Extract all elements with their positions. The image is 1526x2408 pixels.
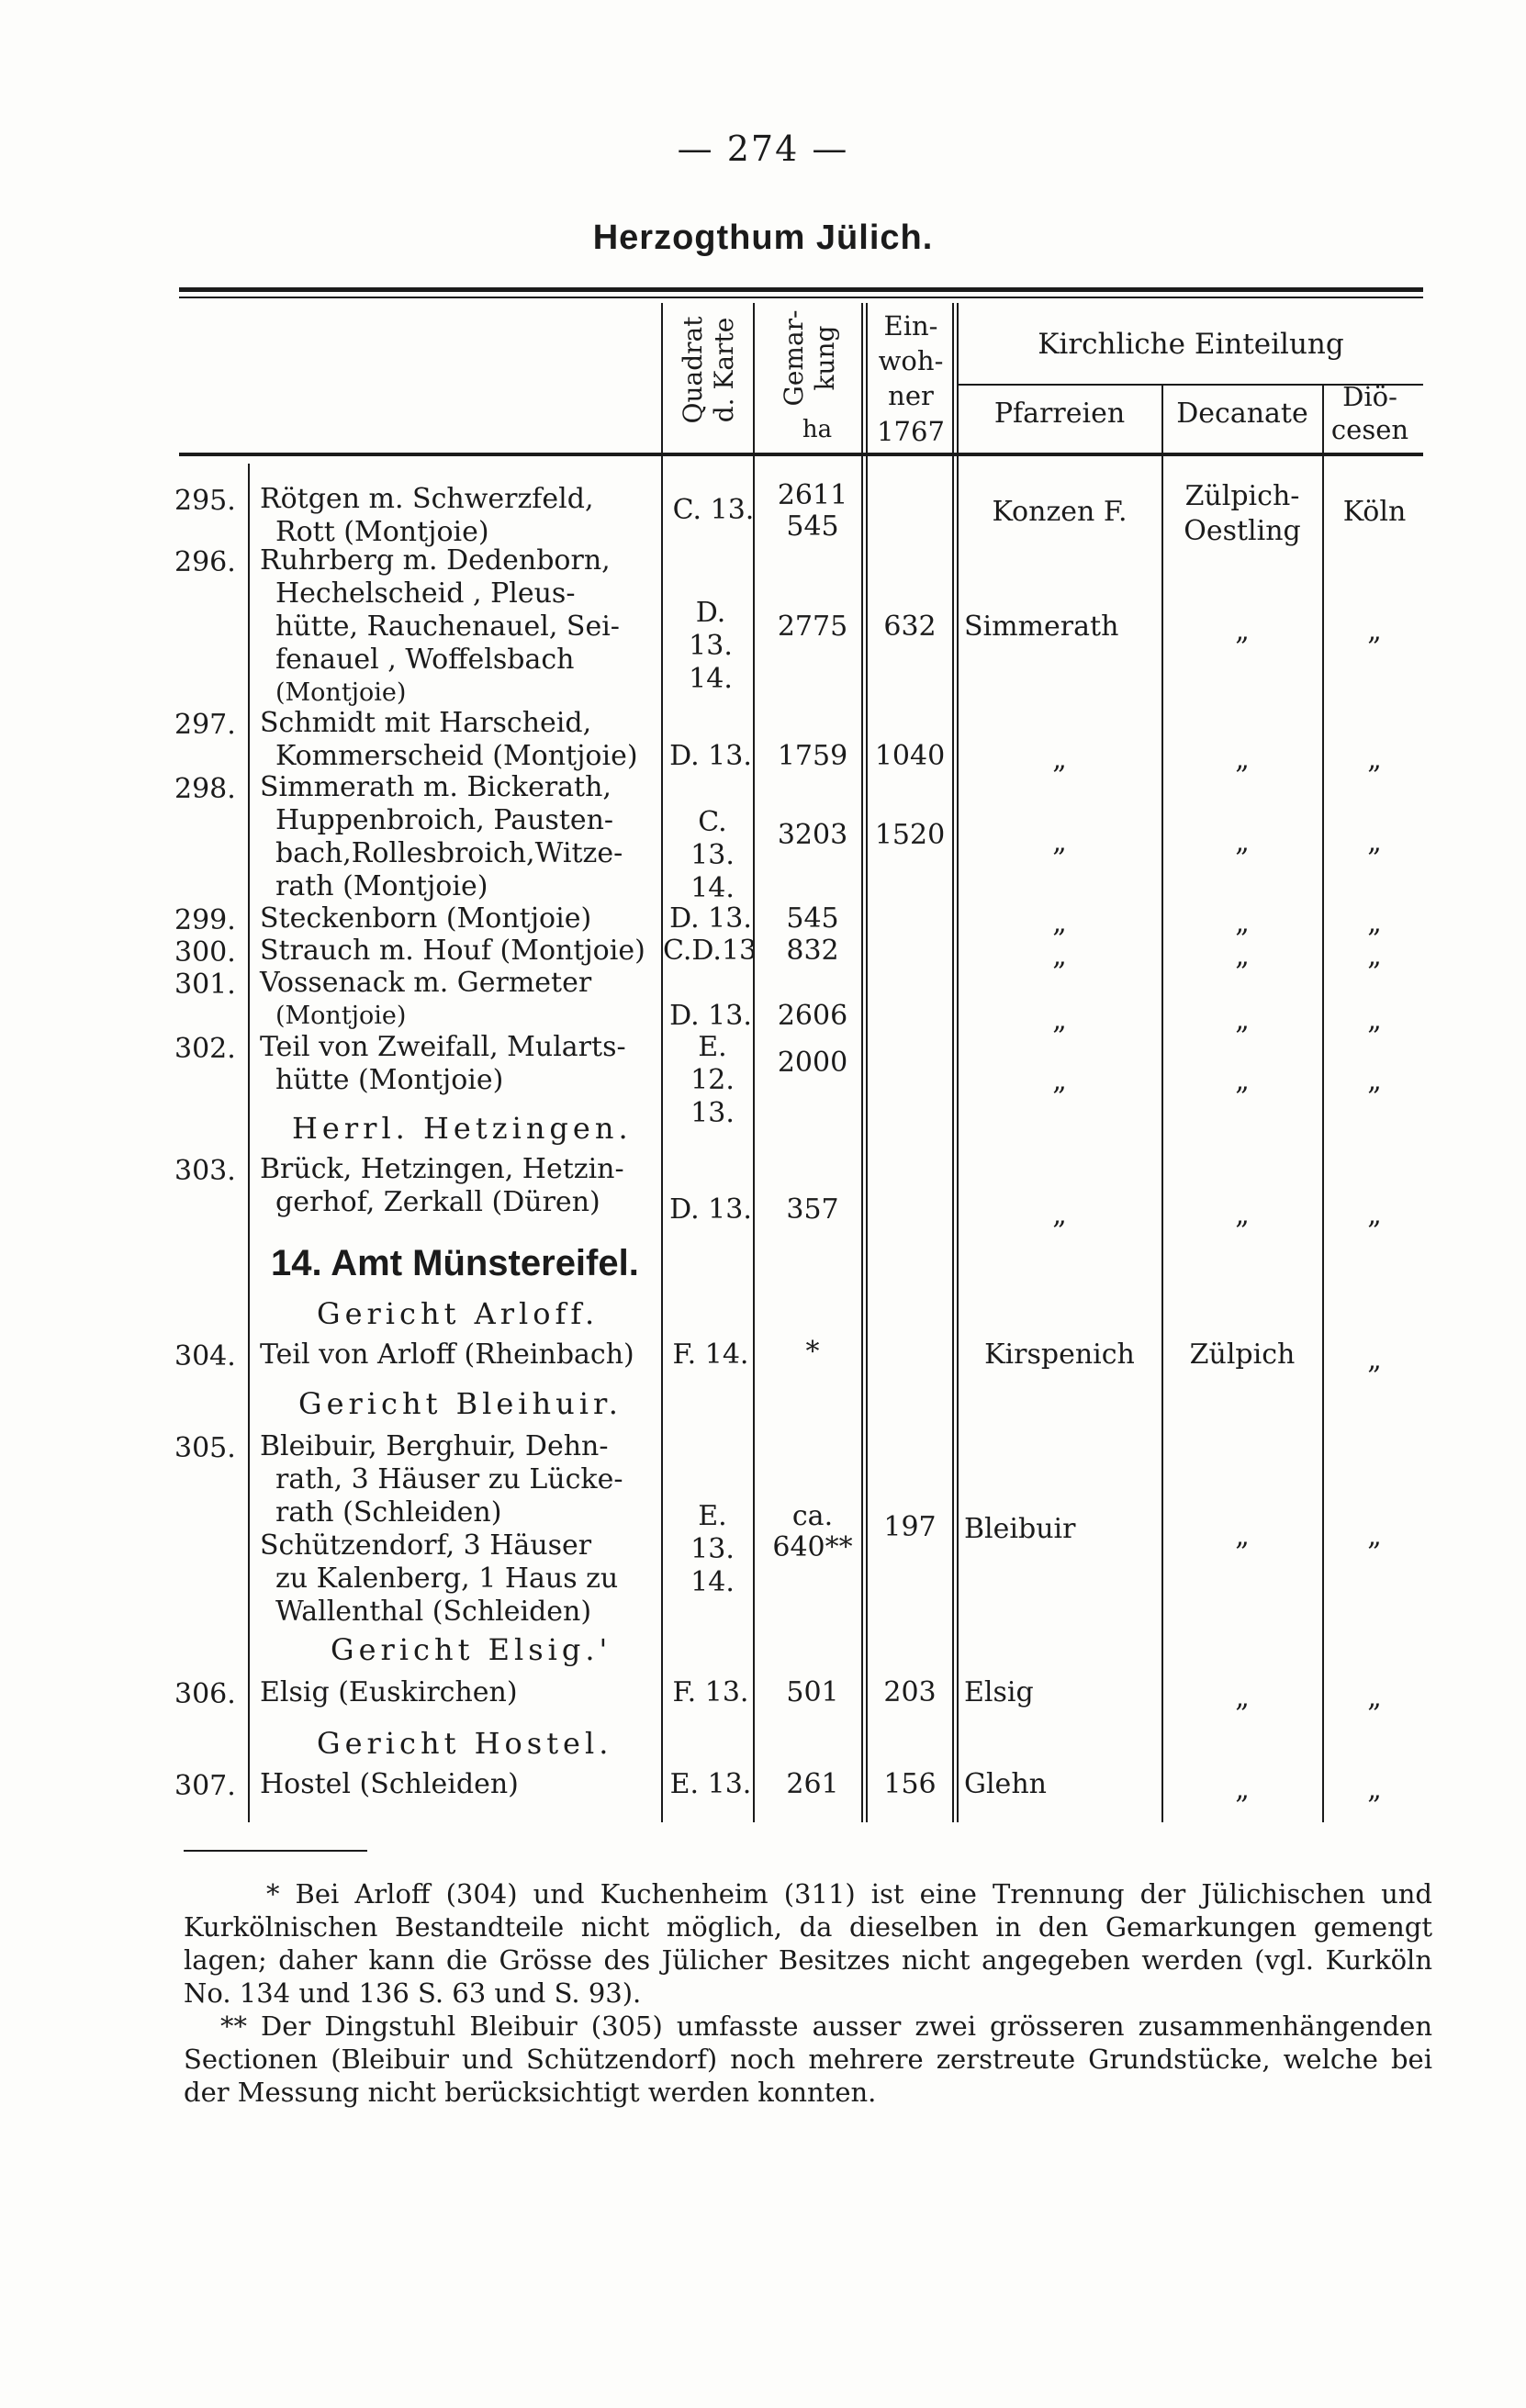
decanat-cell: „ [1235, 1520, 1250, 1552]
row-text: Hostel (Schleiden) [260, 1768, 519, 1800]
gemarkung-cell: * [805, 1336, 820, 1368]
quadrat-cell: D. 13. [669, 902, 752, 935]
col-line-gem-right-a [861, 303, 863, 1822]
dioecese-cell: „ [1367, 940, 1382, 972]
row-text: Brück, Hetzingen, Hetzin- [260, 1153, 624, 1185]
pfarrei-cell: Konzen F. [992, 496, 1128, 528]
header-kirchliche: Kirchliche Einteilung [1038, 328, 1344, 361]
footnotes [184, 1877, 1432, 2109]
row-number: 297. [174, 709, 236, 741]
row-text: hütte, Rauchenauel, Sei- [275, 610, 620, 643]
col-line-number [248, 464, 250, 1822]
einwohner-cell: 1040 [874, 740, 946, 772]
gemarkung-cell: 832 [786, 935, 839, 967]
row-text: Kommerscheid (Montjoie) [275, 740, 638, 772]
footnote-rule [184, 1850, 367, 1852]
gemarkung-cell: ca. [791, 1500, 834, 1532]
quadrat-cell: E. 13. [669, 1768, 752, 1800]
page-title: Herzogthum Jülich. [592, 218, 934, 257]
gemarkung-cell: 545 [786, 510, 839, 543]
einwohner-cell: 156 [883, 1768, 937, 1800]
header-gemarkung: Gemar- kung [779, 309, 840, 407]
gemarkung-cell: 3203 [777, 819, 848, 851]
dioecese-cell: „ [1367, 1774, 1382, 1806]
decanat-cell: Zülpich- Oestling [1184, 480, 1301, 547]
dioecese-cell: Köln [1342, 496, 1407, 528]
header-gemarkung-unit: ha [802, 416, 833, 443]
quadrat-cell: E. 13. 14. [690, 1500, 735, 1598]
top-rule-thin [179, 297, 1423, 298]
row-text: Steckenborn (Montjoie) [260, 902, 592, 935]
dioecese-cell: „ [1367, 907, 1382, 939]
header-einwohner: Ein- woh- ner [878, 310, 944, 411]
row-text: rath (Montjoie) [275, 870, 488, 902]
gemarkung-cell: 2606 [777, 1000, 848, 1032]
einwohner-cell: 632 [883, 610, 937, 643]
pfarrei-cell: „ [1052, 826, 1067, 858]
row-number: 302. [174, 1033, 236, 1065]
gemarkung-cell: 2000 [777, 1047, 848, 1079]
decanat-cell: „ [1235, 907, 1250, 939]
row-text: Vossenack m. Germeter [260, 967, 592, 999]
row-text: bach,Rollesbroich,Witze- [275, 837, 623, 869]
row-number: 300. [174, 936, 236, 969]
pfarrei-cell: „ [1052, 1199, 1067, 1231]
row-text: Hechelscheid , Pleus- [275, 577, 576, 610]
einwohner-cell: 1520 [874, 819, 946, 851]
header-dioecesen: Diö- cesen [1330, 381, 1409, 445]
decanat-cell: „ [1235, 1065, 1250, 1097]
section-heading: Herrl. Hetzingen. [292, 1111, 633, 1146]
row-number: 296. [174, 546, 236, 578]
decanat-cell: „ [1235, 615, 1250, 647]
row-text: Schmidt mit Harscheid, [260, 707, 592, 739]
row-text: Simmerath m. Bickerath, [260, 771, 612, 803]
gemarkung-cell: 357 [786, 1193, 839, 1226]
quadrat-cell: C. 13. 14. [690, 806, 735, 904]
row-text: rath (Schleiden) [275, 1496, 502, 1529]
row-number: 306. [174, 1678, 236, 1710]
row-number: 307. [174, 1770, 236, 1802]
col-line-pfarrei-right [1161, 386, 1163, 1822]
row-text: rath, 3 Häuser zu Lücke- [275, 1463, 623, 1495]
gemarkung-cell: 545 [786, 902, 839, 935]
pfarrei-cell: „ [1052, 907, 1067, 939]
pfarrei-cell: „ [1052, 940, 1067, 972]
row-number: 304. [174, 1340, 236, 1372]
row-text: Rötgen m. Schwerzfeld, [260, 483, 594, 515]
dioecese-cell: „ [1367, 1199, 1382, 1231]
dioecese-cell: „ [1367, 1004, 1382, 1036]
amt-heading: 14. Amt Münstereifel. [271, 1243, 639, 1283]
quadrat-cell: F. 14. [672, 1338, 749, 1371]
einwohner-cell: 197 [883, 1511, 937, 1543]
row-text: (Montjoie) [275, 678, 407, 707]
quadrat-cell: C.D.13 [663, 935, 757, 967]
row-number: 298. [174, 773, 236, 805]
row-text: Ruhrberg m. Dedenborn, [260, 544, 611, 577]
row-text: Rott (Montjoie) [275, 516, 489, 548]
row-text: gerhof, Zerkall (Düren) [275, 1186, 600, 1218]
row-text: Elsig (Euskirchen) [260, 1676, 518, 1708]
header-einwohner-year: 1767 [877, 416, 945, 447]
page-number: — 274 — [677, 129, 849, 169]
quadrat-cell: E. 12. 13. [690, 1031, 735, 1129]
gemarkung-cell: 640** [772, 1531, 853, 1563]
col-line-quadrat-left [661, 303, 663, 1822]
row-text: hütte (Montjoie) [275, 1064, 504, 1096]
row-text: Bleibuir, Berghuir, Dehn- [260, 1430, 609, 1462]
quadrat-cell: D. 13. [669, 1193, 752, 1226]
section-heading: Gericht Bleihuir. [298, 1386, 623, 1421]
pfarrei-cell: Bleibuir [964, 1513, 1076, 1545]
row-text: Teil von Zweifall, Mularts- [260, 1031, 626, 1063]
pfarrei-cell: Glehn [964, 1768, 1047, 1800]
row-number: 305. [174, 1432, 236, 1464]
decanat-cell: „ [1235, 744, 1250, 776]
header-decanate: Decanate [1176, 398, 1308, 430]
quadrat-cell: C. 13. [672, 494, 755, 526]
header-quadrat: Quadrat d. Karte [678, 316, 739, 424]
dioecese-cell: „ [1367, 1065, 1382, 1097]
gemarkung-cell: 1759 [777, 740, 848, 772]
einwohner-cell: 203 [883, 1676, 937, 1708]
col-line-quadrat-right [753, 303, 755, 1822]
dioecese-cell: „ [1367, 1344, 1382, 1376]
row-text: (Montjoie) [275, 1002, 407, 1030]
row-number: 301. [174, 969, 236, 1001]
dioecese-cell: „ [1367, 826, 1382, 858]
row-number: 303. [174, 1155, 236, 1187]
dioecese-cell: „ [1367, 1520, 1382, 1552]
section-heading: Gericht Arloff. [317, 1296, 600, 1331]
col-line-einw-right-a [952, 303, 954, 1822]
col-line-decanat-right [1322, 386, 1324, 1822]
pfarrei-cell: Simmerath [964, 610, 1119, 643]
footnote-1: * Bei Arloff (304) und Kuchenheim (311) ist eine Trennung der Jülichischen und Kurkölnischen Bestandteile nicht möglich, da dieselben in den Gemarkungen gemengt lagen; daher kann die Grösse des Jülicher Besitzes nicht angegeben werden (vgl. Kurköln No. 134 und 136 S. 63 und S. 93). [184, 1878, 1432, 2009]
pfarrei-cell: „ [1052, 1065, 1067, 1097]
pfarrei-cell: Kirspenich [984, 1338, 1135, 1371]
row-number: 299. [174, 904, 236, 936]
decanat-cell: „ [1235, 940, 1250, 972]
row-text: Teil von Arloff (Rheinbach) [260, 1338, 634, 1371]
section-heading: Gericht Hostel. [317, 1726, 613, 1761]
footnote-2: ** Der Dingstuhl Bleibuir (305) umfasste ausser zwei grösseren zusammenhängenden Sectionen (Bleibuir und Schützendorf) noch mehrere zerstreute Grundstücke, welche bei der Messung nicht berücksichtigt werden konnten. [184, 2010, 1432, 2108]
gemarkung-cell: 501 [786, 1676, 839, 1708]
row-text: Schützendorf, 3 Häuser [260, 1529, 592, 1562]
row-text: fenauel , Woffelsbach [275, 644, 575, 676]
top-rule-thick [179, 287, 1423, 292]
pfarrei-cell: „ [1052, 744, 1067, 776]
decanat-cell: „ [1235, 1682, 1250, 1714]
gemarkung-cell: 2611 [777, 479, 848, 511]
section-heading: Gericht Elsig.' [331, 1632, 612, 1667]
gemarkung-cell: 2775 [777, 610, 848, 643]
decanat-cell: „ [1235, 1199, 1250, 1231]
quadrat-cell: F. 13. [672, 1676, 749, 1708]
dioecese-cell: „ [1367, 744, 1382, 776]
decanat-cell: „ [1235, 1774, 1250, 1806]
quadrat-cell: D. 13. [669, 1000, 752, 1032]
decanat-cell: Zülpich [1189, 1338, 1296, 1371]
decanat-cell: „ [1235, 1004, 1250, 1036]
dioecese-cell: „ [1367, 615, 1382, 647]
pfarrei-cell: „ [1052, 1004, 1067, 1036]
row-text: Wallenthal (Schleiden) [275, 1596, 592, 1628]
header-bottom-rule [179, 453, 1423, 456]
pfarrei-cell: Elsig [964, 1676, 1034, 1708]
header-pfarreien: Pfarreien [993, 398, 1126, 430]
col-line-gem-right-b [866, 303, 868, 1822]
row-text: zu Kalenberg, 1 Haus zu [275, 1562, 619, 1595]
quadrat-cell: D. 13. 14. [689, 597, 733, 695]
gemarkung-cell: 261 [786, 1768, 839, 1800]
col-line-einw-right-b [957, 303, 959, 1822]
row-text: Huppenbroich, Pausten- [275, 804, 614, 836]
row-text: Strauch m. Houf (Montjoie) [260, 935, 645, 967]
decanat-cell: „ [1235, 826, 1250, 858]
dioecese-cell: „ [1367, 1682, 1382, 1714]
row-number: 295. [174, 485, 236, 517]
quadrat-cell: D. 13. [669, 740, 752, 772]
